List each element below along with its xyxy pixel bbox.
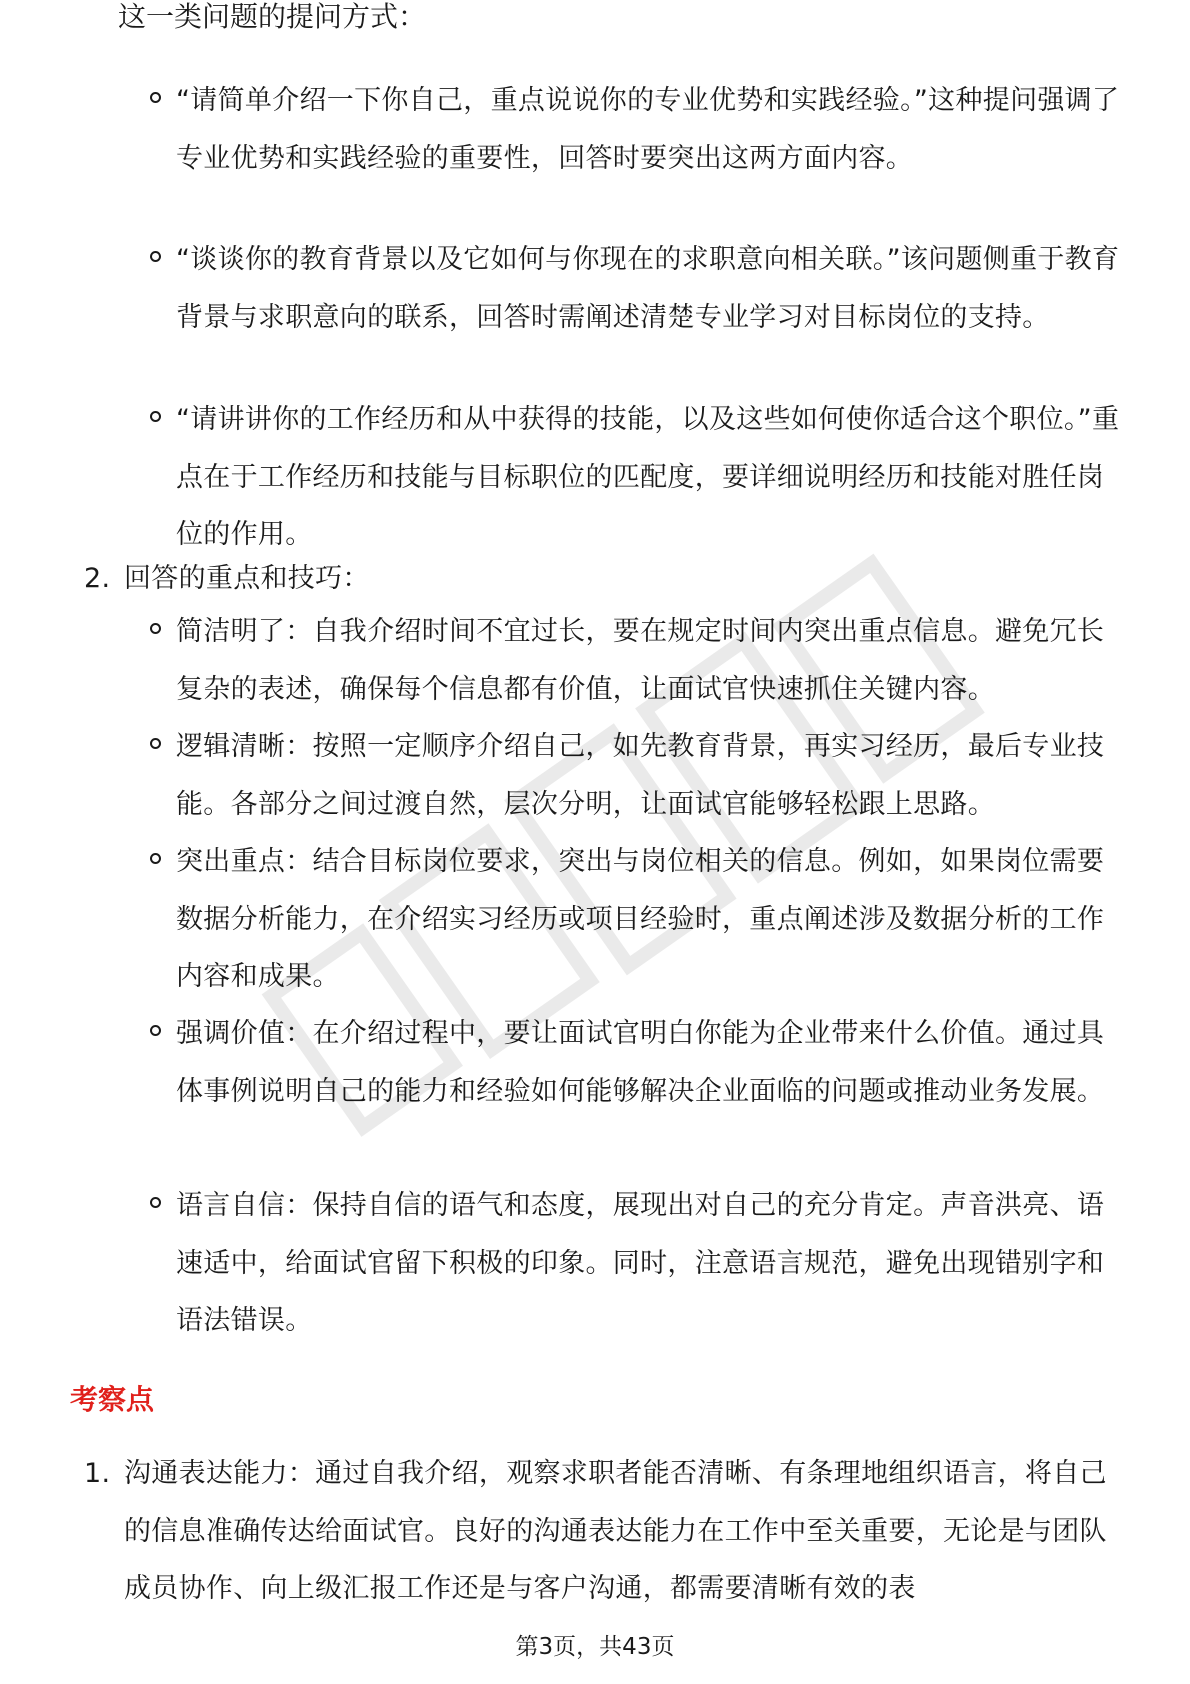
hollow-bullet-icon	[150, 1025, 161, 1036]
hollow-bullet-icon	[150, 1197, 161, 1208]
section-heading: 考察点	[70, 1383, 155, 1416]
cut-off-text: 这一类问题的提问方式：	[118, 0, 427, 33]
list-item-text: 突出重点：结合目标岗位要求，突出与岗位相关的信息。例如，如果岗位需要数据分析能力，在介绍实习经历或项目经验时，重点阐述涉及数据分析的工作内容和成果。	[176, 846, 1105, 992]
numbered-item	[0, 1445, 1190, 1618]
hollow-bullet-icon	[150, 411, 161, 422]
item-number: 1.	[84, 1458, 111, 1489]
hollow-bullet-icon	[150, 92, 161, 103]
list-item	[0, 72, 1190, 231]
list-item-text: “谈谈你的教育背景以及它如何与你现在的求职意向相关联。”该问题侧重于教育背景与求职意向的联系，回答时需阐述清楚专业学习对目标岗位的支持。	[176, 244, 1120, 333]
hollow-bullet-icon	[150, 738, 161, 749]
list-item	[0, 1177, 1190, 1349]
page-footer: 第3页，共43页	[515, 1634, 675, 1660]
hollow-bullet-icon	[150, 853, 161, 864]
list-item-text: 语言自信：保持自信的语气和态度，展现出对自己的充分肯定。声音洪亮、语速适中，给面试官留下积极的印象。同时，注意语言规范，避免出现错别字和语法错误。	[176, 1190, 1105, 1336]
question-examples-list	[0, 72, 1190, 551]
numbered-item	[0, 550, 1190, 608]
list-item	[0, 603, 1190, 718]
list-item	[0, 391, 1190, 551]
list-item	[0, 833, 1190, 1005]
list-item	[0, 718, 1190, 833]
hollow-bullet-icon	[150, 623, 161, 634]
assessment-points-list	[0, 1445, 1190, 1618]
list-item-text: “请简单介绍一下你自己，重点说说你的专业优势和实践经验。”这种提问强调了专业优势和实践经验的重要性，回答时要突出这两方面内容。	[176, 85, 1120, 174]
list-item-text: 强调价值：在介绍过程中，要让面试官明白你能为企业带来什么价值。通过具体事例说明自己的能力和经验如何能够解决企业面临的问题或推动业务发展。	[176, 1018, 1105, 1107]
list-item-text: 逻辑清晰：按照一定顺序介绍自己，如先教育背景，再实习经历，最后专业技能。各部分之间过渡自然，层次分明，让面试官能够轻松跟上思路。	[176, 731, 1105, 820]
list-item	[0, 231, 1190, 391]
list-item-text: 简洁明了：自我介绍时间不宜过长，要在规定时间内突出重点信息。避免冗长复杂的表述，确保每个信息都有价值，让面试官快速抓住关键内容。	[176, 616, 1105, 705]
list-item-text: “请讲讲你的工作经历和从中获得的技能，以及这些如何使你适合这个职位。”重点在于工作经历和技能与目标职位的匹配度，要详细说明经历和技能对胜任岗位的作用。	[176, 404, 1120, 550]
hollow-bullet-icon	[150, 251, 161, 262]
item-text: 沟通表达能力：通过自我介绍，观察求职者能否清晰、有条理地组织语言，将自己的信息准确传达给面试官。良好的沟通表达能力在工作中至关重要，无论是与团队成员协作、向上级汇报工作还是与客户沟通，都需要清晰有效的表	[124, 1458, 1107, 1604]
answer-tips-section	[0, 550, 1190, 608]
cut-off-line	[118, 0, 478, 64]
answer-tips-list	[0, 603, 1190, 1349]
item-title: 回答的重点和技巧：	[124, 563, 370, 594]
list-item	[0, 1005, 1190, 1177]
item-number: 2.	[84, 563, 111, 594]
